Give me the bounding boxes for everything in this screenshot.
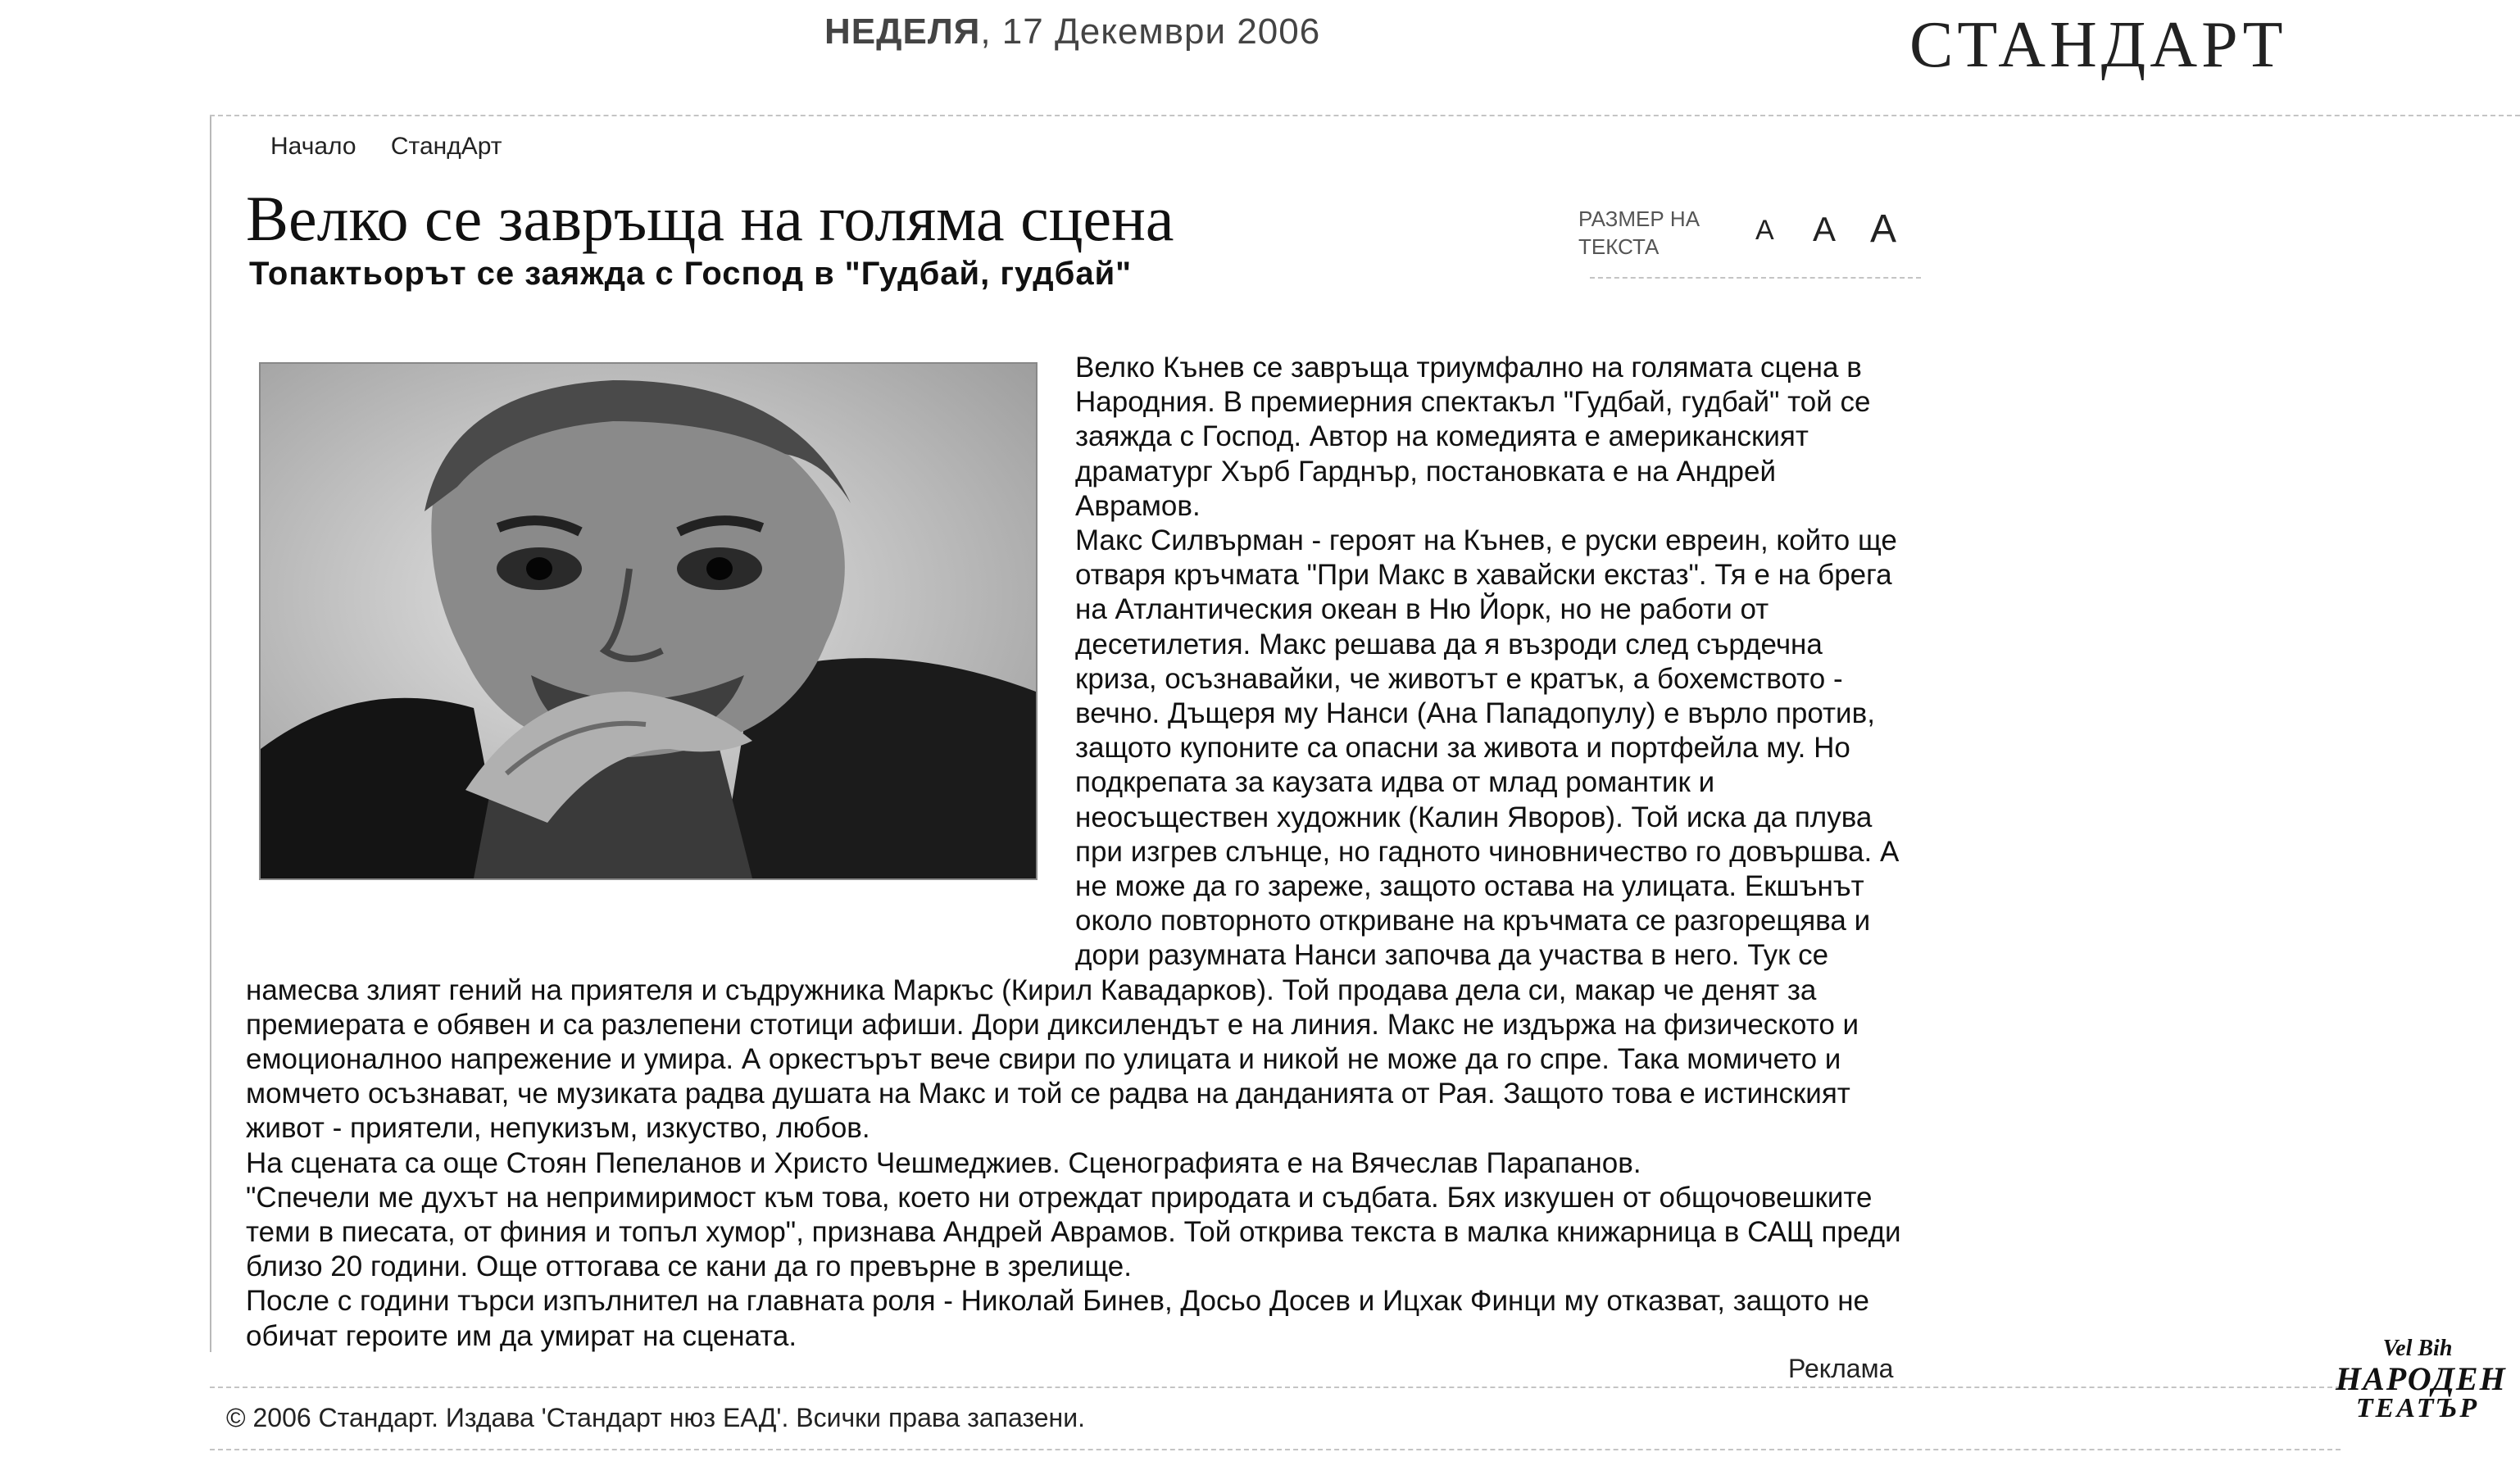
header-weekday: НЕДЕЛЯ <box>824 11 981 52</box>
article-subtitle: Топактьорът се заяжда с Господ в "Гудбай, гудбай" <box>249 256 1133 292</box>
stamp-line-1: НАРОДЕН <box>2336 1360 2507 1397</box>
breadcrumb <box>270 133 529 161</box>
brand-logo[interactable]: СТАНДАРТ <box>1909 9 2287 81</box>
footer-divider-bottom <box>210 1449 2341 1450</box>
nav-standart-link[interactable]: СтандАрт <box>390 133 502 160</box>
article-title: Велко се завръща на голяма сцена <box>246 183 1174 254</box>
ad-label: Реклама <box>1788 1354 1894 1383</box>
article-paragraph: После с години търси изпълнител на главната роля - Николай Бинев, Досьо Досев и Ицхак Финци му отказват, защото не обичат героите им да умират на сцената. <box>246 1285 1869 1352</box>
article-paragraph: На сцената са още Стоян Пепеланов и Христо Чешмеджиев. Сценографията е на Вячеслав Парапанов. <box>246 1146 1641 1179</box>
header-date <box>824 11 1320 52</box>
text-size-small-button[interactable]: A <box>1755 215 1774 246</box>
text-size-label: РАЗМЕР НА ТЕКСТА <box>1578 206 1700 259</box>
footer-copyright: © 2006 Стандарт. Издава 'Стандарт нюз ЕАД'. Всички права запазени. <box>226 1403 1085 1432</box>
national-theater-stamp <box>2336 1336 2507 1442</box>
article-body <box>246 351 1901 1354</box>
stamp-line-2: ТЕАТЪР <box>2355 1393 2480 1423</box>
article-paragraph: Велко Кънев се завръща триумфално на голямата сцена в Народния. В премиерния спектакъл "Гудбай, гудбай" той се заяжда с Господ. Автор на комедията е американският драматург Хърб Гарднър, постановката е на Андрей Аврамов. <box>1075 352 1871 522</box>
photo-spacer <box>246 351 1075 947</box>
text-size-medium-button[interactable]: A <box>1813 210 1837 248</box>
stamp-signature: Vel Bih <box>2382 1336 2453 1361</box>
article-paragraph: Макс Силвърман - героят на Кънев, е руски евреин, който ще отваря кръчмата "При Макс в хавайски екстаз". Тя е на брега на Атлантическия океан в Ню Йорк, но не работи от десетилетия. Макс решава да я възроди след сърдечна криза, осъзнавайки, че животът е кратък, а бохемството - вечно. Дъщеря му Нанси (Ана Пападопулу) е върло против, защото купоните са опасни за живота и портфейла му. Но подкрепата за каузата идва от млад романтик и неосъществен художник (Калин Яворов). Той иска да плува при изгрев слънце, но гадното чиновничество го довършва. А не може да го зареже, защото остава на улицата. Екшънът около повторното откриване на кръчмата се разгорещява и дори разумната Нанси започва да участва в него. Тук се намесва злият гений на приятеля и съдружника Маркъс (Кирил Кавадарков). Той продава дела си, макар че денят за премиерата е обявен и са разлепени стотици афиши. Дори диксилендът е на линия. Макс не издържа на физическото и емоционалноо напрежение и умира. А оркестърът вече свири по улицата и никой не може да го спре. Така момичето и момчето осъзнават, че музиката радва душата на Макс и той се радва на данданията от Рая. Защото това е истинският живот - приятели, непукизъм, изкуство, любов. <box>246 524 1900 1145</box>
header-date-text: , 17 Декември 2006 <box>980 11 1321 52</box>
footer-divider-top <box>210 1386 2341 1388</box>
tools-divider <box>1590 277 1921 279</box>
header-divider <box>210 115 2520 116</box>
article-paragraph: "Спечели ме духът на непримиримост към това, което ни отреждат природата и съдбата. Бях изкушен от общочовешките теми в пиесата, от финия и топъл хумор", признава Андрей Аврамов. Той открива текста в малка книжарница в САЩ преди близо 20 години. Още оттогава се кани да го превърне в зрелище. <box>246 1181 1901 1283</box>
text-size-large-button[interactable]: A <box>1870 207 1897 251</box>
nav-home-link[interactable]: Начало <box>270 133 356 160</box>
page-frame-left <box>210 115 211 1352</box>
